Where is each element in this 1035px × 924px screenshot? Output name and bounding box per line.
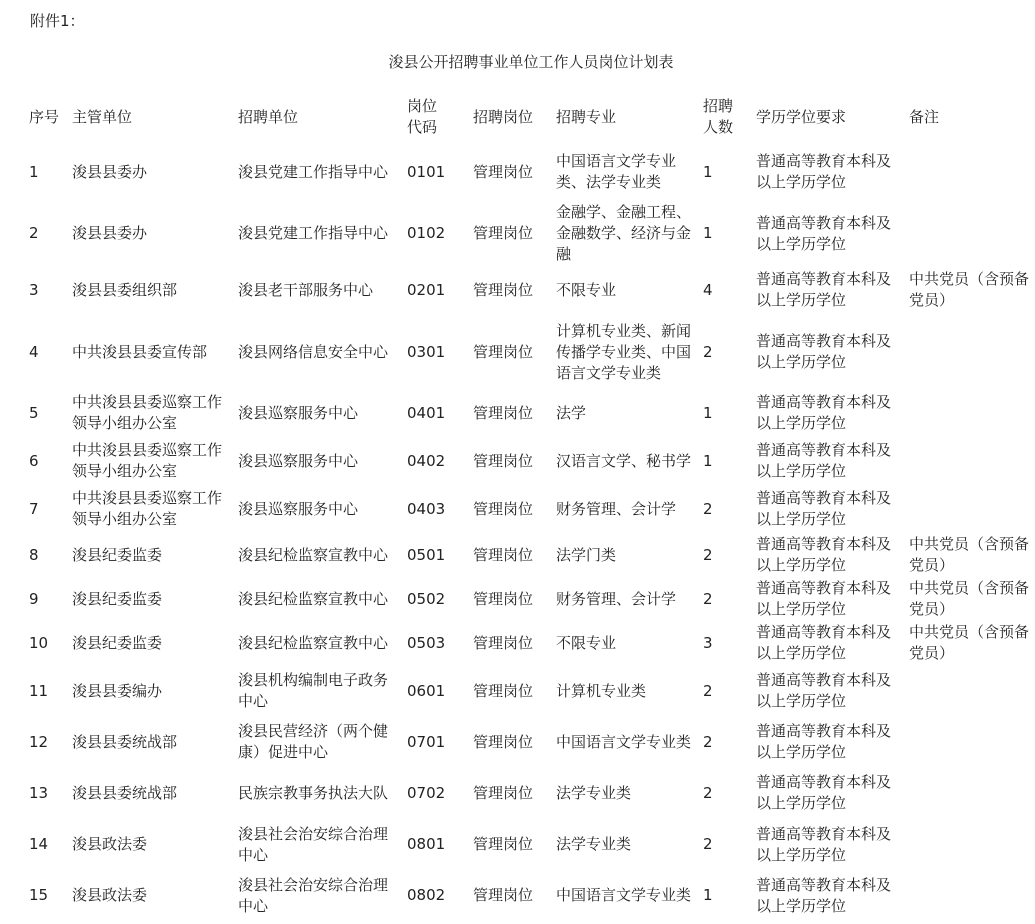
table-row <box>24 870 1034 921</box>
cell-seq: 10 <box>29 633 49 652</box>
cell-edu: 普通高等教育本科及以上学历学位 <box>756 332 892 371</box>
cell-count: 1 <box>703 162 713 181</box>
cell-unit: 浚县党建工作指导中心 <box>238 224 389 242</box>
cell-seq: 14 <box>29 835 49 853</box>
cell-dept: 浚县县委统战部 <box>72 783 178 802</box>
cell-dept: 中共浚县县委宣传部 <box>72 342 208 361</box>
cell-edu: 普通高等教育本科及以上学历学位 <box>756 441 892 480</box>
cell-post: 管理岗位 <box>473 342 534 361</box>
cell-code: 0301 <box>407 342 446 361</box>
header-major: 招聘专业 <box>556 107 617 126</box>
cell-unit: 浚县巡察服务中心 <box>238 499 359 518</box>
table-header-row <box>24 92 1034 142</box>
cell-code: 0502 <box>407 589 446 608</box>
table-row <box>24 315 1034 389</box>
cell-edu: 普通高等教育本科及以上学历学位 <box>756 824 892 864</box>
cell-unit: 浚县机构编制电子政务中心 <box>238 671 389 710</box>
cell-seq: 6 <box>29 451 39 470</box>
cell-unit: 民族宗教事务执法大队 <box>238 783 389 802</box>
cell-note <box>904 717 1034 767</box>
cell-unit: 浚县民营经济（两个健康）促进中心 <box>238 722 389 761</box>
table-row <box>24 819 1034 870</box>
cell-post: 管理岗位 <box>473 589 534 608</box>
table-body <box>24 142 1034 921</box>
cell-seq: 3 <box>29 280 39 299</box>
cell-edu: 普通高等教育本科及以上学历学位 <box>756 152 892 191</box>
cell-major: 财务管理、会计学 <box>556 499 677 518</box>
cell-note: 中共党员（含预备党员） <box>909 623 1030 662</box>
cell-post: 管理岗位 <box>473 835 534 853</box>
cell-dept: 浚县县委编办 <box>72 681 163 700</box>
cell-count: 1 <box>703 224 713 242</box>
cell-note: 中共党员（含预备党员） <box>909 270 1030 309</box>
cell-post: 管理岗位 <box>473 403 534 422</box>
table-row <box>24 767 1034 819</box>
cell-dept: 浚县县委组织部 <box>72 280 178 299</box>
cell-unit: 浚县巡察服务中心 <box>238 451 359 470</box>
cell-edu: 普通高等教育本科及以上学历学位 <box>756 671 892 710</box>
table-row <box>24 485 1034 533</box>
cell-seq: 7 <box>29 499 39 518</box>
cell-major: 法学专业类 <box>556 835 632 853</box>
cell-code: 0101 <box>407 162 446 181</box>
table-row <box>24 265 1034 315</box>
cell-code: 0402 <box>407 451 446 470</box>
cell-note <box>904 315 1034 389</box>
cell-edu: 普通高等教育本科及以上学历学位 <box>756 393 892 432</box>
cell-major: 中国语言文学专业类、法学专业类 <box>556 152 677 191</box>
cell-code: 0801 <box>407 835 446 853</box>
header-post: 招聘岗位 <box>473 107 534 126</box>
header-dept: 主管单位 <box>72 107 133 126</box>
cell-note: 中共党员（含预备党员） <box>909 579 1030 618</box>
cell-dept: 浚县县委办 <box>72 162 148 181</box>
cell-unit: 浚县巡察服务中心 <box>238 403 359 422</box>
cell-note <box>904 819 1034 870</box>
cell-major: 中国语言文学专业类 <box>556 886 692 904</box>
table-row <box>24 202 1034 265</box>
table-row <box>24 533 1034 577</box>
cell-major: 汉语言文学、秘书学 <box>556 451 692 470</box>
table-row <box>24 621 1034 665</box>
cell-post: 管理岗位 <box>473 886 534 904</box>
cell-count: 2 <box>703 783 713 802</box>
cell-dept: 浚县县委办 <box>72 224 148 242</box>
table-row <box>24 437 1034 485</box>
cell-dept: 中共浚县县委巡察工作领导小组办公室 <box>72 441 223 480</box>
cell-post: 管理岗位 <box>473 681 534 700</box>
cell-major: 计算机专业类 <box>556 681 647 700</box>
cell-edu: 普通高等教育本科及以上学历学位 <box>756 489 892 528</box>
cell-major: 不限专业 <box>556 280 617 299</box>
cell-count: 1 <box>703 403 713 422</box>
cell-unit: 浚县纪检监察宣教中心 <box>238 545 389 564</box>
table-row <box>24 389 1034 437</box>
cell-major: 财务管理、会计学 <box>556 589 677 608</box>
cell-code: 0601 <box>407 681 446 700</box>
recruitment-plan-table <box>24 92 1034 921</box>
cell-count: 1 <box>703 886 713 904</box>
cell-post: 管理岗位 <box>473 162 534 181</box>
cell-post: 管理岗位 <box>473 732 534 751</box>
cell-seq: 5 <box>29 403 39 422</box>
cell-note <box>904 389 1034 437</box>
table-row <box>24 665 1034 717</box>
cell-code: 0702 <box>407 783 446 802</box>
cell-note <box>904 485 1034 533</box>
cell-post: 管理岗位 <box>473 280 534 299</box>
cell-major: 法学 <box>556 403 587 422</box>
table-row <box>24 717 1034 767</box>
header-code: 岗位代码 <box>407 97 438 136</box>
cell-dept: 中共浚县县委巡察工作领导小组办公室 <box>72 489 223 528</box>
cell-code: 0201 <box>407 280 446 299</box>
cell-count: 2 <box>703 499 713 518</box>
cell-dept: 浚县纪委监委 <box>72 589 163 608</box>
cell-count: 3 <box>703 633 713 652</box>
cell-note <box>904 870 1034 921</box>
cell-unit: 浚县社会治安综合治理中心 <box>238 824 389 864</box>
cell-dept: 浚县纪委监委 <box>72 545 163 564</box>
document-title: 浚县公开招聘事业单位工作人员岗位计划表 <box>388 53 674 71</box>
cell-dept: 浚县纪委监委 <box>72 633 163 652</box>
cell-seq: 12 <box>29 732 49 751</box>
cell-seq: 11 <box>29 681 49 700</box>
header-edu: 学历学位要求 <box>756 107 847 126</box>
cell-seq: 4 <box>29 342 39 361</box>
cell-note <box>904 142 1034 202</box>
cell-note <box>904 202 1034 265</box>
cell-post: 管理岗位 <box>473 545 534 564</box>
cell-code: 0102 <box>407 224 446 242</box>
cell-unit: 浚县纪检监察宣教中心 <box>238 633 389 652</box>
cell-count: 2 <box>703 732 713 751</box>
cell-major: 中国语言文学专业类 <box>556 732 692 751</box>
cell-edu: 普通高等教育本科及以上学历学位 <box>756 722 892 761</box>
cell-dept: 中共浚县县委巡察工作领导小组办公室 <box>72 393 223 432</box>
cell-seq: 15 <box>29 886 49 904</box>
header-seq: 序号 <box>29 107 60 126</box>
cell-edu: 普通高等教育本科及以上学历学位 <box>756 535 892 574</box>
table-row <box>24 577 1034 621</box>
cell-edu: 普通高等教育本科及以上学历学位 <box>756 875 892 915</box>
table-row <box>24 142 1034 202</box>
cell-unit: 浚县党建工作指导中心 <box>238 162 389 181</box>
cell-post: 管理岗位 <box>473 224 534 242</box>
cell-dept: 浚县政法委 <box>72 835 148 853</box>
cell-count: 1 <box>703 451 713 470</box>
cell-count: 2 <box>703 589 713 608</box>
cell-count: 2 <box>703 545 713 564</box>
cell-major: 法学专业类 <box>556 783 632 802</box>
header-count: 招聘人数 <box>703 97 734 136</box>
cell-code: 0401 <box>407 403 446 422</box>
attachment-label: 附件1： <box>30 12 85 30</box>
cell-post: 管理岗位 <box>473 451 534 470</box>
cell-unit: 浚县社会治安综合治理中心 <box>238 875 389 915</box>
cell-unit: 浚县老干部服务中心 <box>238 280 374 299</box>
cell-major: 不限专业 <box>556 633 617 652</box>
cell-seq: 9 <box>29 589 39 608</box>
cell-edu: 普通高等教育本科及以上学历学位 <box>756 623 892 662</box>
header-unit: 招聘单位 <box>238 107 299 126</box>
cell-seq: 1 <box>29 162 39 181</box>
cell-unit: 浚县网络信息安全中心 <box>238 342 389 361</box>
cell-code: 0802 <box>407 886 446 904</box>
cell-note: 中共党员（含预备党员） <box>909 535 1030 574</box>
cell-code: 0501 <box>407 545 446 564</box>
cell-edu: 普通高等教育本科及以上学历学位 <box>756 579 892 618</box>
cell-edu: 普通高等教育本科及以上学历学位 <box>756 773 892 812</box>
cell-code: 0701 <box>407 732 446 751</box>
cell-seq: 8 <box>29 545 39 564</box>
cell-seq: 2 <box>29 224 39 242</box>
cell-post: 管理岗位 <box>473 783 534 802</box>
cell-major: 计算机专业类、新闻传播学专业类、中国语言文学专业类 <box>556 321 692 382</box>
cell-major: 金融学、金融工程、金融数学、经济与金融 <box>556 203 692 263</box>
cell-code: 0503 <box>407 633 446 652</box>
cell-post: 管理岗位 <box>473 633 534 652</box>
cell-dept: 浚县县委统战部 <box>72 732 178 751</box>
cell-unit: 浚县纪检监察宣教中心 <box>238 589 389 608</box>
cell-code: 0403 <box>407 499 446 518</box>
cell-seq: 13 <box>29 783 49 802</box>
cell-dept: 浚县政法委 <box>72 886 148 904</box>
cell-edu: 普通高等教育本科及以上学历学位 <box>756 213 892 253</box>
cell-post: 管理岗位 <box>473 499 534 518</box>
cell-count: 2 <box>703 342 713 361</box>
cell-note <box>904 437 1034 485</box>
cell-count: 2 <box>703 681 713 700</box>
cell-edu: 普通高等教育本科及以上学历学位 <box>756 270 892 309</box>
cell-major: 法学门类 <box>556 545 617 564</box>
header-note: 备注 <box>909 107 940 126</box>
cell-note <box>904 767 1034 819</box>
cell-note <box>904 665 1034 717</box>
cell-count: 2 <box>703 835 713 853</box>
cell-count: 4 <box>703 280 713 299</box>
